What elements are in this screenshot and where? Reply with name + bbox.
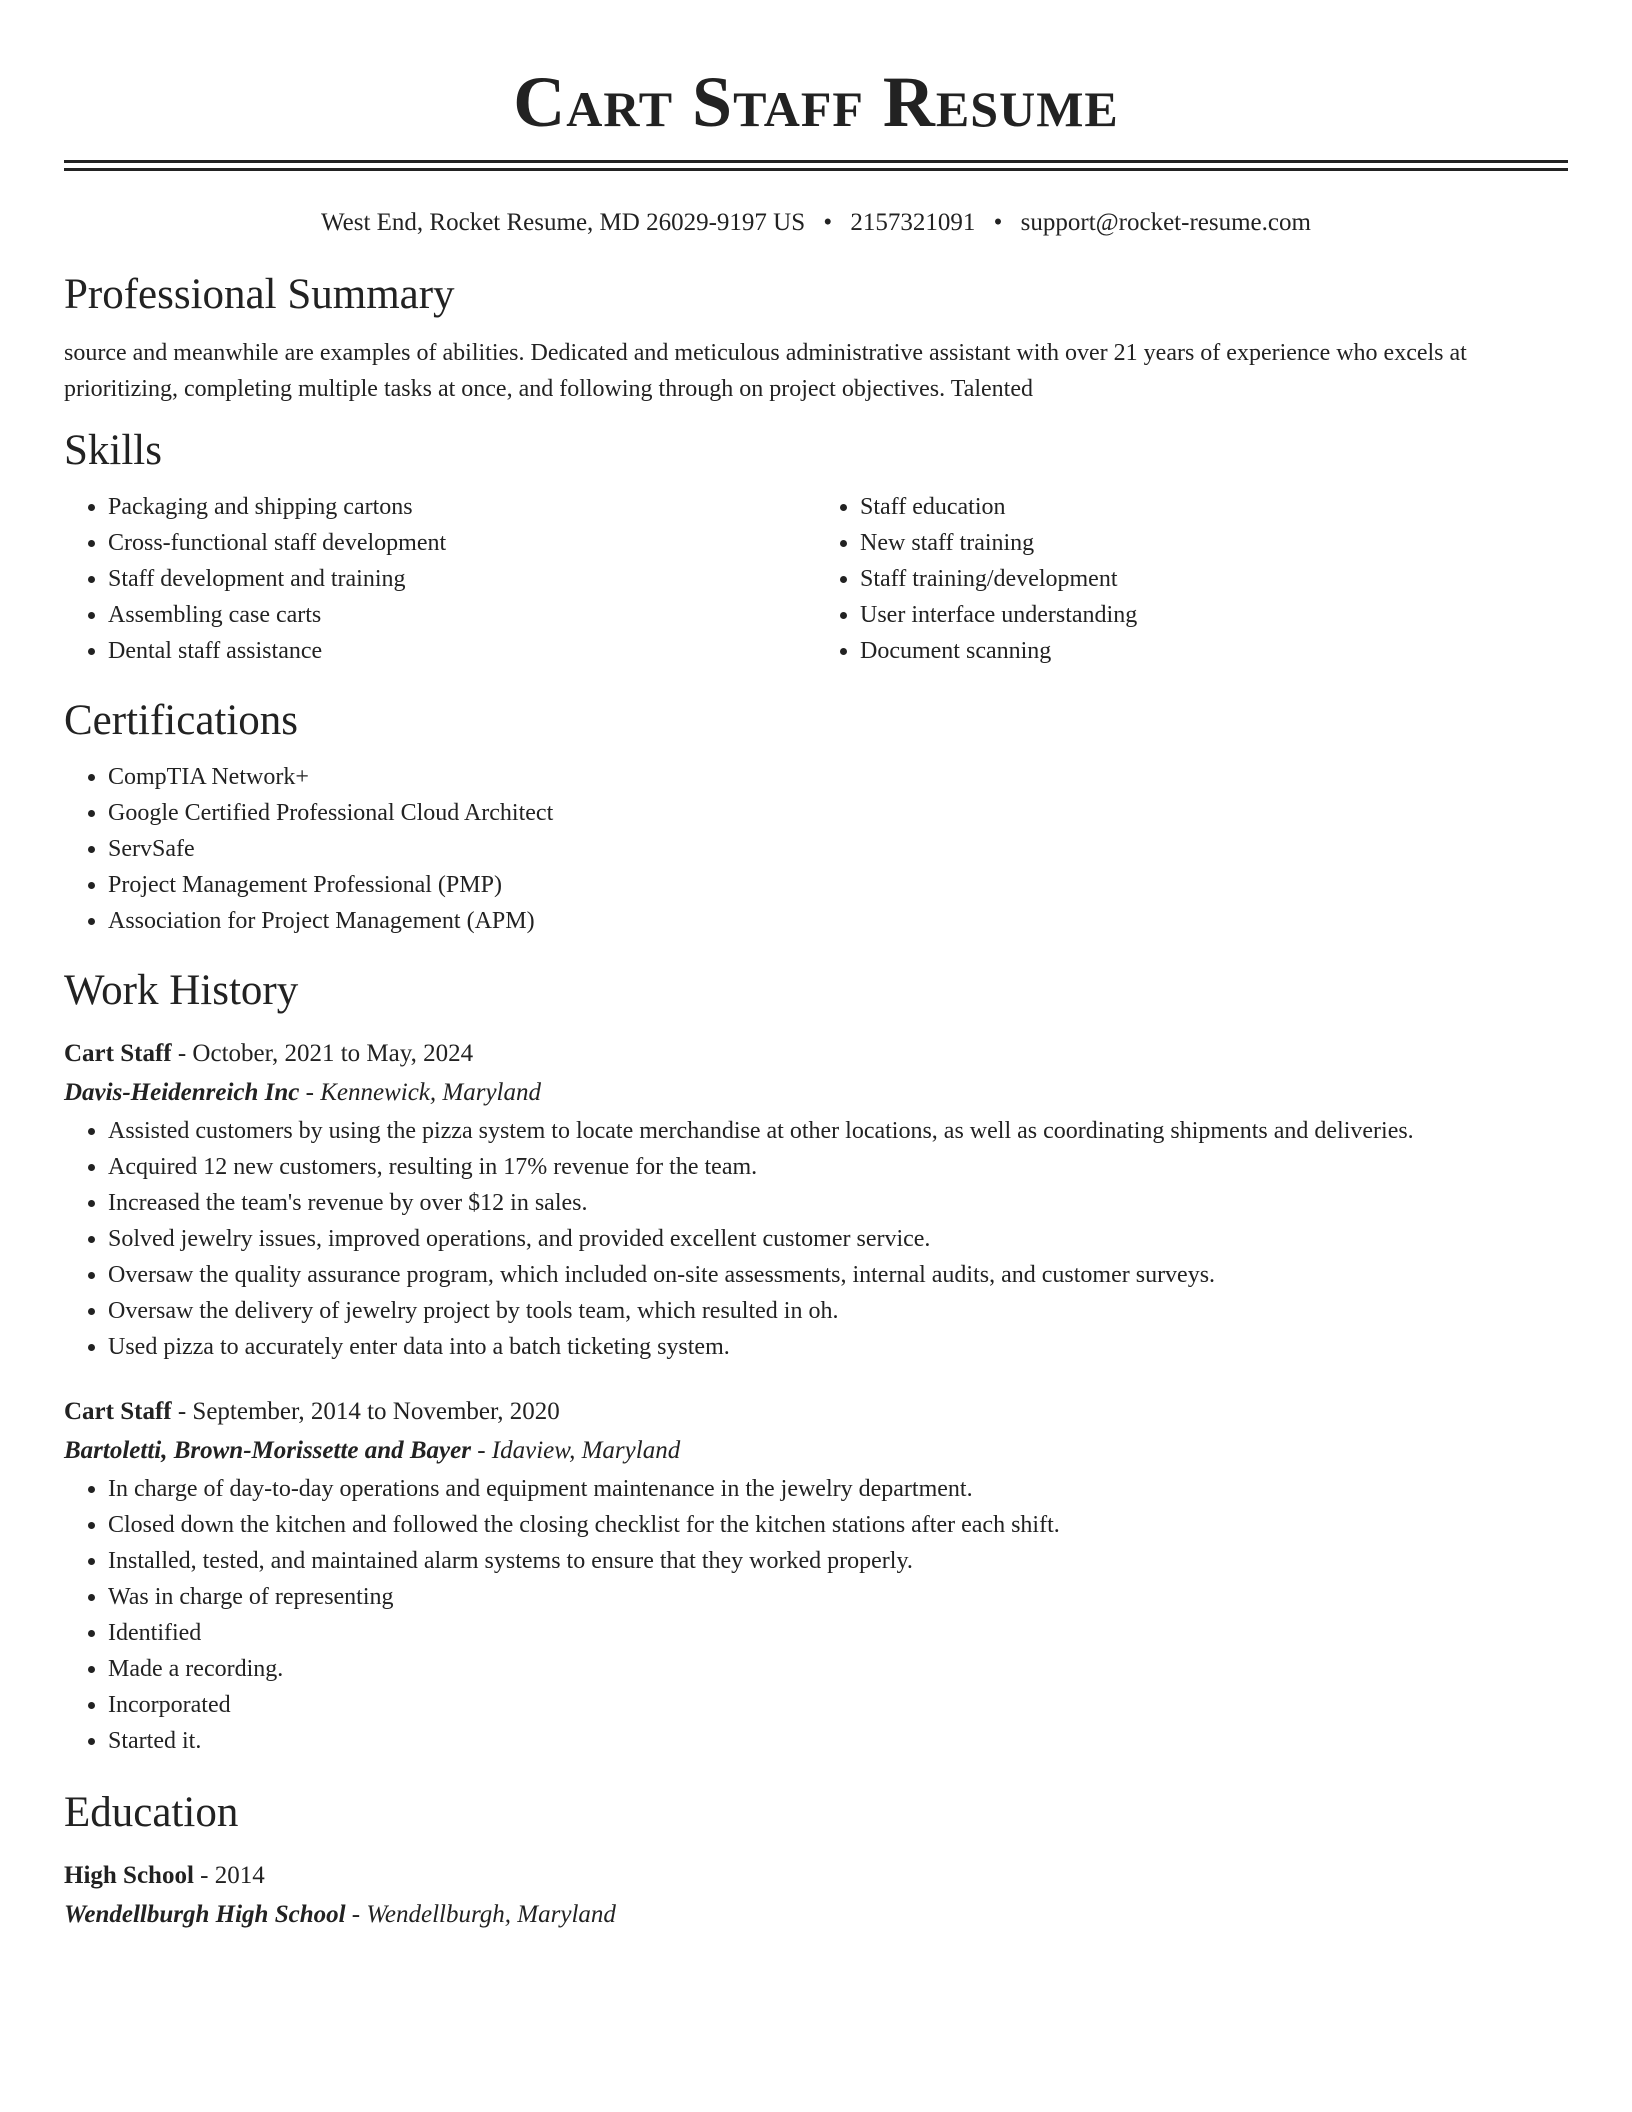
- work-history-heading: Work History: [64, 967, 299, 1014]
- job-duty-item: • Used pizza to accurately enter data into a batch ticketing system.: [108, 1329, 1568, 1365]
- title-double-rule: [64, 160, 1568, 171]
- certification-item: • ServSafe: [108, 831, 1568, 867]
- job-duty-item: • Assisted customers by using the pizza system to locate merchandise at other locations, as well as coordinating shipments and deliveries.: [108, 1113, 1568, 1149]
- resume-title: Cart Staff Resume: [513, 62, 1119, 142]
- job-duty-item: • Solved jewelry issues, improved operations, and provided excellent customer service.: [108, 1221, 1568, 1257]
- education-school-line: [64, 1895, 1568, 1935]
- skill-item: • Cross-functional staff development: [108, 525, 816, 561]
- job-duty-item: • Oversaw the delivery of jewelry project by tools team, which resulted in oh.: [108, 1293, 1568, 1329]
- certifications-list: [64, 759, 1568, 939]
- job-company-line: [64, 1431, 1568, 1471]
- job-title: Cart Staff: [64, 1040, 172, 1067]
- certification-item: • Google Certified Professional Cloud Architect: [108, 795, 1568, 831]
- job-duties-list: [64, 1471, 1568, 1759]
- education-degree-line: [64, 1857, 1568, 1895]
- job-dates: - October, 2021 to May, 2024: [171, 1040, 474, 1067]
- education-year: - 2014: [193, 1862, 265, 1889]
- contact-address: West End, Rocket Resume, MD 26029-9197 US: [321, 209, 806, 236]
- education-heading: Education: [64, 1789, 239, 1836]
- job-company-line: [64, 1073, 1568, 1113]
- job-title: Cart Staff: [64, 1398, 172, 1425]
- contact-separator: •: [823, 209, 833, 236]
- job-duties-list: [64, 1113, 1568, 1365]
- skills-columns: [64, 489, 1568, 669]
- job-duty-item: • Incorporated: [108, 1687, 1568, 1723]
- education-degree: High School: [64, 1862, 194, 1889]
- skills-list-left: [64, 489, 816, 669]
- certifications-heading: Certifications: [64, 697, 299, 744]
- job-duty-item: • Closed down the kitchen and followed the closing checklist for the kitchen stations after each shift.: [108, 1507, 1568, 1543]
- job-dates: - September, 2014 to November, 2020: [171, 1398, 560, 1425]
- skill-item: • Staff development and training: [108, 561, 816, 597]
- certification-item: • Association for Project Management (APM): [108, 903, 1568, 939]
- contact-line: [64, 207, 1568, 239]
- certification-item: • Project Management Professional (PMP): [108, 867, 1568, 903]
- contact-separator: •: [993, 209, 1003, 236]
- skill-item: • Staff education: [860, 489, 1568, 525]
- skills-list-right: [816, 489, 1568, 669]
- skill-item: • Dental staff assistance: [108, 633, 816, 669]
- education-location: - Wendellburgh, Maryland: [345, 1901, 616, 1928]
- summary-heading: Professional Summary: [64, 271, 455, 318]
- job-duty-item: • Oversaw the quality assurance program, which included on-site assessments, internal audits, and customer surveys.: [108, 1257, 1568, 1293]
- job-location: - Kennewick, Maryland: [299, 1079, 541, 1106]
- skill-item: • User interface understanding: [860, 597, 1568, 633]
- job-duty-item: • Acquired 12 new customers, resulting in 17% revenue for the team.: [108, 1149, 1568, 1185]
- job-company: Bartoletti, Brown-Morissette and Bayer: [64, 1437, 471, 1464]
- job-title-line: [64, 1393, 1568, 1431]
- job-duty-item: • Increased the team's revenue by over $12 in sales.: [108, 1185, 1568, 1221]
- job-duty-item: • Installed, tested, and maintained alarm systems to ensure that they worked properly.: [108, 1543, 1568, 1579]
- job-duty-item: • Was in charge of representing: [108, 1579, 1568, 1615]
- job-location: - Idaview, Maryland: [470, 1437, 681, 1464]
- job-entry: [64, 1393, 1568, 1759]
- skills-heading: Skills: [64, 427, 162, 474]
- skill-item: • Packaging and shipping cartons: [108, 489, 816, 525]
- skill-item: • Document scanning: [860, 633, 1568, 669]
- contact-phone: 2157321091: [850, 209, 976, 236]
- job-title-line: [64, 1035, 1568, 1073]
- job-duty-item: • Identified: [108, 1615, 1568, 1651]
- skill-item: • New staff training: [860, 525, 1568, 561]
- skill-item: • Staff training/development: [860, 561, 1568, 597]
- skill-item: • Assembling case carts: [108, 597, 816, 633]
- summary-text: source and meanwhile are examples of abilities. Dedicated and meticulous administrative assistant with over 21 years of experience who excels at prioritizing, completing multiple tasks at once, and following through on project objectives. Talented: [64, 340, 1467, 402]
- job-duty-item: • Started it.: [108, 1723, 1568, 1759]
- job-entry: [64, 1035, 1568, 1365]
- job-duty-item: • In charge of day-to-day operations and equipment maintenance in the jewelry department.: [108, 1471, 1568, 1507]
- education-school: Wendellburgh High School: [64, 1901, 346, 1928]
- job-company: Davis-Heidenreich Inc: [64, 1079, 300, 1106]
- certification-item: • CompTIA Network+: [108, 759, 1568, 795]
- job-duty-item: • Made a recording.: [108, 1651, 1568, 1687]
- contact-email: support@rocket-resume.com: [1020, 209, 1311, 236]
